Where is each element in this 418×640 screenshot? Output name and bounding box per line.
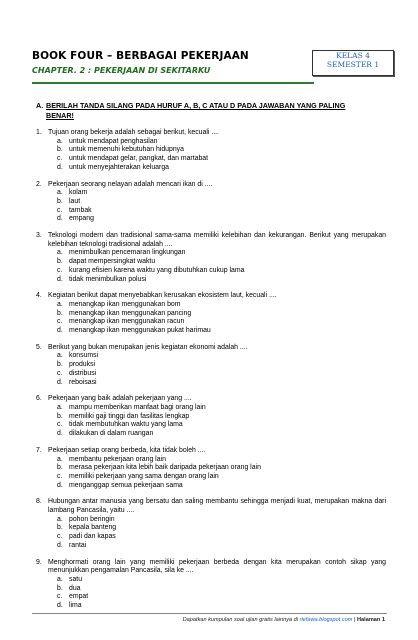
grade-badge (312, 50, 394, 76)
option-letter: d. (57, 541, 63, 549)
section-heading (36, 101, 386, 121)
option-letter: d. (57, 602, 63, 610)
answer-option (57, 524, 386, 533)
answer-option (57, 198, 386, 207)
page-footer (40, 617, 385, 623)
grade-class: KELAS 4 (336, 51, 370, 60)
answer-option (57, 413, 386, 422)
option-text: untuk mendapat penghasilan (69, 137, 158, 145)
answer-option (57, 456, 386, 465)
answer-options (57, 352, 386, 387)
question-stem: Pekerjaan setiap orang berbeda, kita tidak boleh .... (48, 446, 206, 454)
option-text: menangkap ikan menggunakan bom (69, 300, 181, 308)
answer-option (57, 207, 386, 216)
option-text: untuk memenuhi kebutuhan hidupnya (69, 146, 184, 154)
option-text: kolam (69, 189, 88, 197)
answer-option (57, 352, 386, 361)
question-number: 4. (36, 292, 42, 300)
question-number: 6. (36, 395, 42, 403)
question-item (36, 447, 386, 491)
answer-option (57, 593, 386, 602)
answer-option (57, 318, 386, 327)
option-letter: a. (57, 249, 63, 257)
answer-option (57, 473, 386, 482)
footer-divider (32, 613, 387, 614)
option-text: dilakukan di dalam ruangan (69, 430, 154, 438)
option-text: empang (69, 215, 94, 223)
question-number: 9. (36, 558, 42, 566)
answer-option (57, 155, 386, 164)
page-header (32, 50, 397, 90)
answer-option (57, 138, 386, 147)
question-stem: Teknologi modern dan tradisional sama-sama memiliki kelebihan dan kekurangan. Berikut yang merupakan kelebihan teknologi tradisional adalah .... (48, 232, 386, 248)
question-item (36, 395, 386, 439)
answer-option (57, 430, 386, 439)
question-item (36, 344, 386, 388)
answer-option (57, 146, 386, 155)
option-letter: c. (57, 155, 63, 163)
question-item (36, 292, 386, 336)
option-text: laut (69, 197, 81, 205)
option-text: empat (69, 593, 89, 601)
question-number: 2. (36, 180, 42, 188)
option-letter: d. (57, 481, 63, 489)
grade-semester: SEMESTER 1 (326, 60, 380, 69)
answer-options (57, 404, 386, 439)
option-letter: c. (57, 472, 63, 480)
option-letter: d. (57, 378, 63, 386)
footer-text: Dapatkan kumpulan soal ujian gratis lainnya di (182, 617, 299, 623)
footer-separator: | (354, 617, 356, 623)
option-text: pohon beringin (69, 515, 115, 523)
question-number: 8. (36, 498, 42, 506)
option-text: untuk menyejahterakan keluarga (69, 163, 169, 171)
question-stem: Hubungan antar manusia yang bersatu dan saling membantu sehingga menjadi kuat, merupakan makna dari lambang Pancasila, yaitu .... (48, 498, 386, 515)
option-letter: d. (57, 430, 63, 438)
option-letter: a. (57, 189, 63, 197)
option-letter: a. (57, 403, 63, 411)
question-stem: Pekerjaan yang baik adalah pekerjaan yang .... (48, 395, 192, 403)
option-text: lima (69, 602, 82, 610)
answer-options (57, 576, 386, 611)
option-letter: b. (57, 146, 63, 154)
option-letter: d. (57, 163, 63, 171)
answer-options (57, 138, 386, 173)
question-item (36, 129, 386, 173)
option-letter: a. (57, 575, 63, 583)
option-text: tidak menimbulkan polusi (69, 275, 147, 283)
option-letter: c. (57, 318, 63, 326)
footer-link[interactable]: riefawa.blogspot.com (299, 617, 353, 623)
option-letter: c. (57, 266, 63, 274)
question-number: 3. (36, 232, 42, 240)
answer-option (57, 267, 386, 276)
answer-options (57, 456, 386, 491)
option-text: rantai (69, 541, 87, 549)
header-divider (32, 82, 314, 84)
option-letter: c. (57, 206, 63, 214)
option-letter: b. (57, 464, 63, 472)
answer-option (57, 361, 386, 370)
option-text: merasa pekerjaan kita lebih baik daripada pekerjaan orang lain (69, 464, 261, 472)
chapter-title: CHAPTER. 2 : PEKERJAAN DI SEKITARKU (32, 66, 211, 75)
option-letter: c. (57, 421, 63, 429)
section-label: A. (36, 101, 44, 110)
answer-option (57, 404, 386, 413)
option-text: menimbulkan pencemaran lingkungan (69, 249, 186, 257)
question-item (36, 498, 386, 550)
answer-option (57, 421, 386, 430)
answer-option (57, 164, 386, 173)
option-letter: c. (57, 533, 63, 541)
question-stem: Tujuan orang bekerja adalah sebagai berikut, kecuali .... (48, 129, 219, 136)
option-text: menangkap ikan menggunakan racun (69, 318, 185, 326)
question-stem: Pekerjaan seorang nelayan adalah mencari ikan di .... (48, 180, 213, 188)
answer-options (57, 189, 386, 224)
option-letter: b. (57, 361, 63, 369)
answer-option (57, 327, 386, 336)
option-text: kurang efisien karena waktu yang dibutuhkan cukup lama (69, 266, 245, 274)
answer-option (57, 585, 386, 594)
section-instruction: BERILAH TANDA SILANG PADA HURUF A, B, C ATAU D PADA JAWABAN YANG PALING BENAR! (46, 101, 346, 120)
book-title: BOOK FOUR – BERBAGAI PEKERJAAN (32, 50, 249, 62)
option-letter: b. (57, 309, 63, 317)
answer-options (57, 301, 386, 336)
option-letter: a. (57, 455, 63, 463)
answer-option (57, 189, 386, 198)
option-text: menangkap ikan menggunakan pancing (69, 309, 192, 317)
question-stem: Berikut yang bukan merupakan jenis kegiatan ekonomi adalah .... (48, 343, 248, 351)
option-letter: d. (57, 327, 63, 335)
answer-option (57, 533, 386, 542)
answer-option (57, 215, 386, 224)
option-text: dua (69, 584, 81, 592)
answer-option (57, 276, 386, 285)
option-text: kepala banteng (69, 524, 117, 532)
question-item (36, 232, 386, 284)
option-text: produksi (69, 361, 96, 369)
question-item (36, 181, 386, 225)
option-text: memiliki gaji tinggi dan fasilitas lengkap (69, 412, 190, 420)
answer-option (57, 464, 386, 473)
option-letter: b. (57, 258, 63, 266)
option-letter: d. (57, 275, 63, 283)
option-letter: b. (57, 412, 63, 420)
answer-options (57, 516, 386, 551)
page-number: Halaman 1 (357, 617, 385, 623)
question-stem: Menghormati orang lain yang memiliki pekerjaan berbeda dengan kita merupakan contoh sikap yang menunjukkan pengamalan Pancasila, sila ke .... (48, 558, 386, 575)
option-text: menangkap ikan menggunakan pukat harimau (69, 327, 211, 335)
option-text: satu (69, 575, 83, 583)
option-text: menganggap semua pekerjaan sama (69, 481, 183, 489)
option-letter: b. (57, 584, 63, 592)
option-text: mampu memberikan manfaat bagi orang lain (69, 403, 206, 411)
option-letter: b. (57, 524, 63, 532)
question-number: 5. (36, 343, 42, 351)
option-letter: d. (57, 215, 63, 223)
option-text: membantu pekerjaan orang lain (69, 455, 166, 463)
answer-options (57, 249, 386, 284)
answer-option (57, 258, 386, 267)
question-stem: Kegiatan berikut dapat menyebabkan kerusakan ekosistem laut, kecuali .... (48, 292, 277, 300)
option-text: memiliki pekerjaan yang sama dengan orang lain (69, 472, 219, 480)
option-letter: b. (57, 197, 63, 205)
option-text: untuk mendapat gelar, pangkat, dan martabat (69, 155, 209, 163)
answer-option (57, 542, 386, 551)
option-text: padi dan kapas (69, 533, 116, 541)
option-letter: a. (57, 300, 63, 308)
question-number: 7. (36, 446, 42, 454)
option-letter: a. (57, 352, 63, 360)
answer-option (57, 370, 386, 379)
answer-option (57, 482, 386, 491)
option-text: distribusi (69, 369, 97, 377)
option-letter: a. (57, 515, 63, 523)
answer-option (57, 602, 386, 611)
answer-option (57, 249, 386, 258)
option-text: tambak (69, 206, 92, 214)
answer-option (57, 516, 386, 525)
answer-option (57, 576, 386, 585)
option-letter: a. (57, 137, 63, 145)
answer-option (57, 301, 386, 310)
answer-option (57, 379, 386, 388)
question-number: 1. (36, 129, 42, 136)
option-letter: c. (57, 369, 63, 377)
option-text: dapat mempersingkat waktu (69, 258, 156, 266)
option-text: konsumsi (69, 352, 99, 360)
answer-option (57, 310, 386, 319)
option-text: tidak membutuhkan waktu yang lama (69, 421, 183, 429)
question-item (36, 559, 386, 611)
option-letter: c. (57, 593, 63, 601)
question-list (36, 129, 386, 619)
option-text: reboisasi (69, 378, 97, 386)
